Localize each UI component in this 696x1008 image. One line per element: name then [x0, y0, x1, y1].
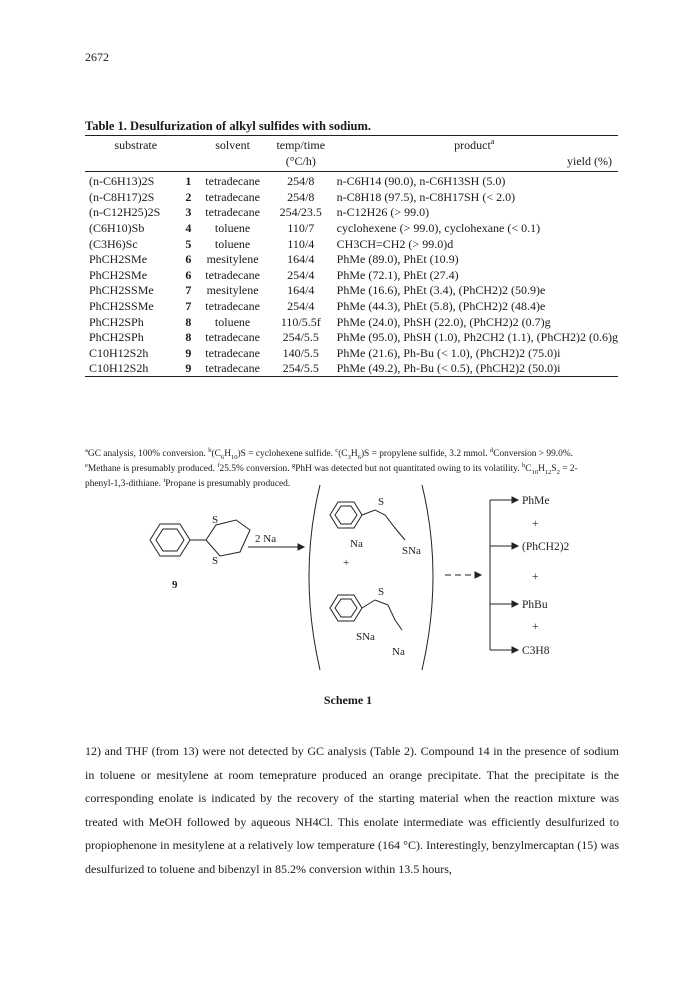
int1-sulfur-label: S: [378, 496, 385, 508]
product-propane: C3H8: [522, 645, 550, 657]
cell-substrate: PhCH2SSMe: [89, 298, 154, 313]
scheme-title: Scheme 1: [323, 693, 373, 707]
cell-compound-number: 6: [185, 252, 192, 267]
cell-product-yield: n-C12H26 (> 99.0): [336, 205, 430, 220]
sulfur-label-top: S: [212, 514, 219, 526]
compound-9-structure: [150, 514, 250, 591]
table-row: [85, 221, 618, 237]
cell-solvent: tetradecane: [205, 174, 260, 189]
intermediate-2-structure: [330, 586, 405, 658]
cell-compound-number: 9: [185, 361, 192, 376]
cell-product-yield: PhMe (44.3), PhEt (5.8), (PhCH2)2 (48.4)e: [336, 298, 546, 313]
cell-solvent: tetradecane: [205, 205, 260, 220]
int1-sodium-label: Na: [350, 538, 363, 550]
footnote-line: $^e$Methane is presumably produced. $^f$25.5% conversion. $^g$PhH was detected but not quantitated owing to its volatility. $^hC_{10}H_{12}S_2 = 2-$: [85, 461, 578, 476]
cell-temp-time: 164/4: [287, 283, 315, 298]
table-header-row: [85, 138, 618, 154]
intermediate-1-structure: [330, 496, 421, 557]
desulfurization-table: [85, 138, 618, 377]
product-list: [522, 495, 570, 657]
cell-substrate: PhCH2SMe: [89, 267, 148, 282]
cell-solvent: tetradecane: [205, 330, 260, 345]
cell-compound-number: 9: [185, 345, 192, 360]
cell-solvent: toluene: [214, 314, 251, 329]
cell-product-yield: CH3CH=CH2 (> 99.0)d: [336, 236, 454, 251]
cell-substrate: (C3H6)Sc: [89, 236, 138, 251]
cell-solvent: tetradecane: [205, 345, 260, 360]
cell-substrate: C10H12S2h: [89, 345, 149, 360]
cell-compound-number: 5: [185, 236, 192, 251]
cell-temp-time: 254/5.5: [282, 330, 319, 345]
cell-substrate: PhCH2SPh: [89, 314, 144, 329]
table-row: [85, 361, 618, 377]
table-title: Desulfurization of alkyl sulfides with sodium.: [130, 119, 372, 133]
cell-product-yield: PhMe (72.1), PhEt (27.4): [336, 267, 459, 282]
svg-text:+: +: [532, 571, 539, 583]
bracket-right: [422, 485, 433, 670]
cell-compound-number: 2: [185, 189, 192, 204]
cell-solvent: tetradecane: [205, 298, 260, 313]
table-row: [85, 252, 618, 268]
header-yield: yield (%): [567, 153, 612, 168]
cell-product-yield: cyclohexene (> 99.0), cyclohexane (< 0.1): [336, 220, 541, 235]
product-fork: [490, 497, 518, 653]
sulfur-label-bottom: S: [212, 555, 219, 567]
table-row: [85, 346, 618, 362]
cell-substrate: PhCH2SSMe: [89, 283, 154, 298]
cell-product-yield: n-C8H18 (97.5), n-C8H17SH (< 2.0): [336, 189, 516, 204]
cell-product-yield: PhMe (95.0), PhSH (1.0), Ph2CH2 (1.1), (PhCH2)2 (0.6)g: [336, 330, 618, 345]
table-row: [85, 205, 618, 221]
cell-temp-time: 110/5.5f: [280, 314, 321, 329]
body-text: [85, 740, 619, 881]
cell-compound-number: 8: [185, 314, 192, 329]
cell-substrate: PhCH2SPh: [89, 330, 144, 345]
table-row: [85, 283, 618, 299]
svg-text:+: +: [532, 518, 539, 530]
cell-substrate: C10H12S2h: [89, 361, 149, 376]
cell-solvent: tetradecane: [205, 361, 260, 376]
cell-substrate: (n-C12H25)2S: [89, 205, 161, 220]
product-phme: PhMe: [522, 495, 550, 507]
dashed-arrow: [445, 572, 481, 578]
cell-product-yield: PhMe (49.2), Ph-Bu (< 0.5), (PhCH2)2 (50.0)i: [336, 361, 561, 376]
table-label: Table 1.: [85, 119, 127, 133]
product-bibenzyl: (PhCH2)2: [522, 541, 570, 553]
cell-product-yield: PhMe (16.6), PhEt (3.4), (PhCH2)2 (50.9)e: [336, 283, 546, 298]
reagent-label: 2 Na: [255, 533, 277, 545]
cell-compound-number: 6: [185, 267, 192, 282]
cell-solvent: mesitylene: [206, 252, 259, 267]
cell-temp-time: 254/8: [287, 189, 315, 204]
cell-compound-number: 8: [185, 330, 192, 345]
cell-temp-time: 254/23.5: [279, 205, 322, 220]
cell-temp-time: 110/7: [287, 220, 315, 235]
int2-sodium-label: Na: [392, 646, 405, 658]
reagent-arrow: [248, 533, 304, 550]
table-row: [85, 190, 618, 206]
cell-product-yield: PhMe (21.6), Ph-Bu (< 1.0), (PhCH2)2 (75.0)i: [336, 345, 561, 360]
cell-temp-time: 110/4: [287, 236, 315, 251]
cell-substrate: (n-C8H17)2S: [89, 189, 155, 204]
table-row: [85, 299, 618, 315]
page-number: 2672: [85, 50, 109, 64]
cell-substrate: (C6H10)Sb: [89, 220, 145, 235]
cell-compound-number: 1: [185, 174, 192, 189]
cell-solvent: toluene: [214, 220, 251, 235]
cell-temp-time: 254/4: [287, 298, 315, 313]
product-phbu: PhBu: [522, 599, 548, 611]
table-caption: [85, 119, 371, 134]
int2-sulfur-label: S: [378, 586, 385, 598]
svg-text:+: +: [532, 621, 539, 633]
cell-substrate: (n-C6H13)2S: [89, 174, 155, 189]
cell-product-yield: n-C6H14 (90.0), n-C6H13SH (5.0): [336, 174, 506, 189]
header-product: product$^a$: [454, 137, 495, 152]
header-temp-time: temp/time: [276, 138, 326, 152]
header-substrate: substrate: [114, 138, 158, 152]
header-temp-time-units: (°C/h): [285, 153, 316, 168]
cell-temp-time: 254/4: [287, 267, 315, 282]
table-row: [85, 330, 618, 346]
scheme-1-diagram: [140, 480, 580, 680]
cell-substrate: PhCH2SMe: [89, 252, 148, 267]
compound-number: 9: [172, 579, 178, 591]
bracket-left: [309, 485, 320, 670]
scheme-plus: +: [343, 557, 350, 569]
cell-product-yield: PhMe (24.0), PhSH (22.0), (PhCH2)2 (0.7)g: [336, 314, 551, 329]
cell-product-yield: PhMe (89.0), PhEt (10.9): [336, 252, 459, 267]
cell-solvent: toluene: [214, 236, 251, 251]
cell-temp-time: 164/4: [287, 252, 315, 267]
cell-compound-number: 3: [185, 205, 192, 220]
cell-solvent: tetradecane: [205, 267, 260, 282]
cell-compound-number: 7: [185, 283, 192, 298]
cell-temp-time: 254/5.5: [282, 361, 319, 376]
table-row: [85, 174, 618, 190]
header-solvent: solvent: [215, 138, 250, 152]
int1-sna-label: SNa: [402, 545, 421, 557]
cell-temp-time: 140/5.5: [282, 345, 319, 360]
footnote-line: $^a$GC analysis, 100% conversion. $^b(C_6H_{10})S$ = cyclohexene sulfide. $^c(C_3H_6)S$ = propylene sulfide, 3.2 mmol. $^d$Conversion > 99.0%.: [85, 446, 573, 461]
table-row: [85, 237, 618, 253]
body-paragraph: 12) and THF (from 13) were not detected by GC analysis (Table 2). Compound 14 in the presence of sodium in toluene or mesitylene at room temeprature produced an orange precipitate. That the precipitate is the corresponding enolate is indicated by the recovery of the starting material when the reaction mixture was treated with MeOH followed by aqueous NH4Cl. This enolate intermediate was efficiently desulfurized to propiophenone in mesitylene at a relatively low temperature (164 °C). Interestingly, benzylmercaptan (15) was desulfurized to toluene and bibenzyl in 85.2% conversion within 13.5 hours,: [85, 744, 619, 876]
cell-temp-time: 254/8: [287, 174, 315, 189]
footnote-line: phenyl-1,3-dithiane. $^i$Propane is presumably produced.: [85, 476, 291, 489]
int2-sna-label: SNa: [356, 631, 375, 643]
table-top-rule: [85, 135, 618, 136]
cell-compound-number: 4: [185, 220, 192, 235]
table-row: [85, 268, 618, 284]
cell-solvent: mesitylene: [206, 283, 259, 298]
cell-compound-number: 7: [185, 298, 192, 313]
table-subheader-row: [85, 154, 618, 170]
cell-solvent: tetradecane: [205, 189, 260, 204]
table-row: [85, 315, 618, 331]
